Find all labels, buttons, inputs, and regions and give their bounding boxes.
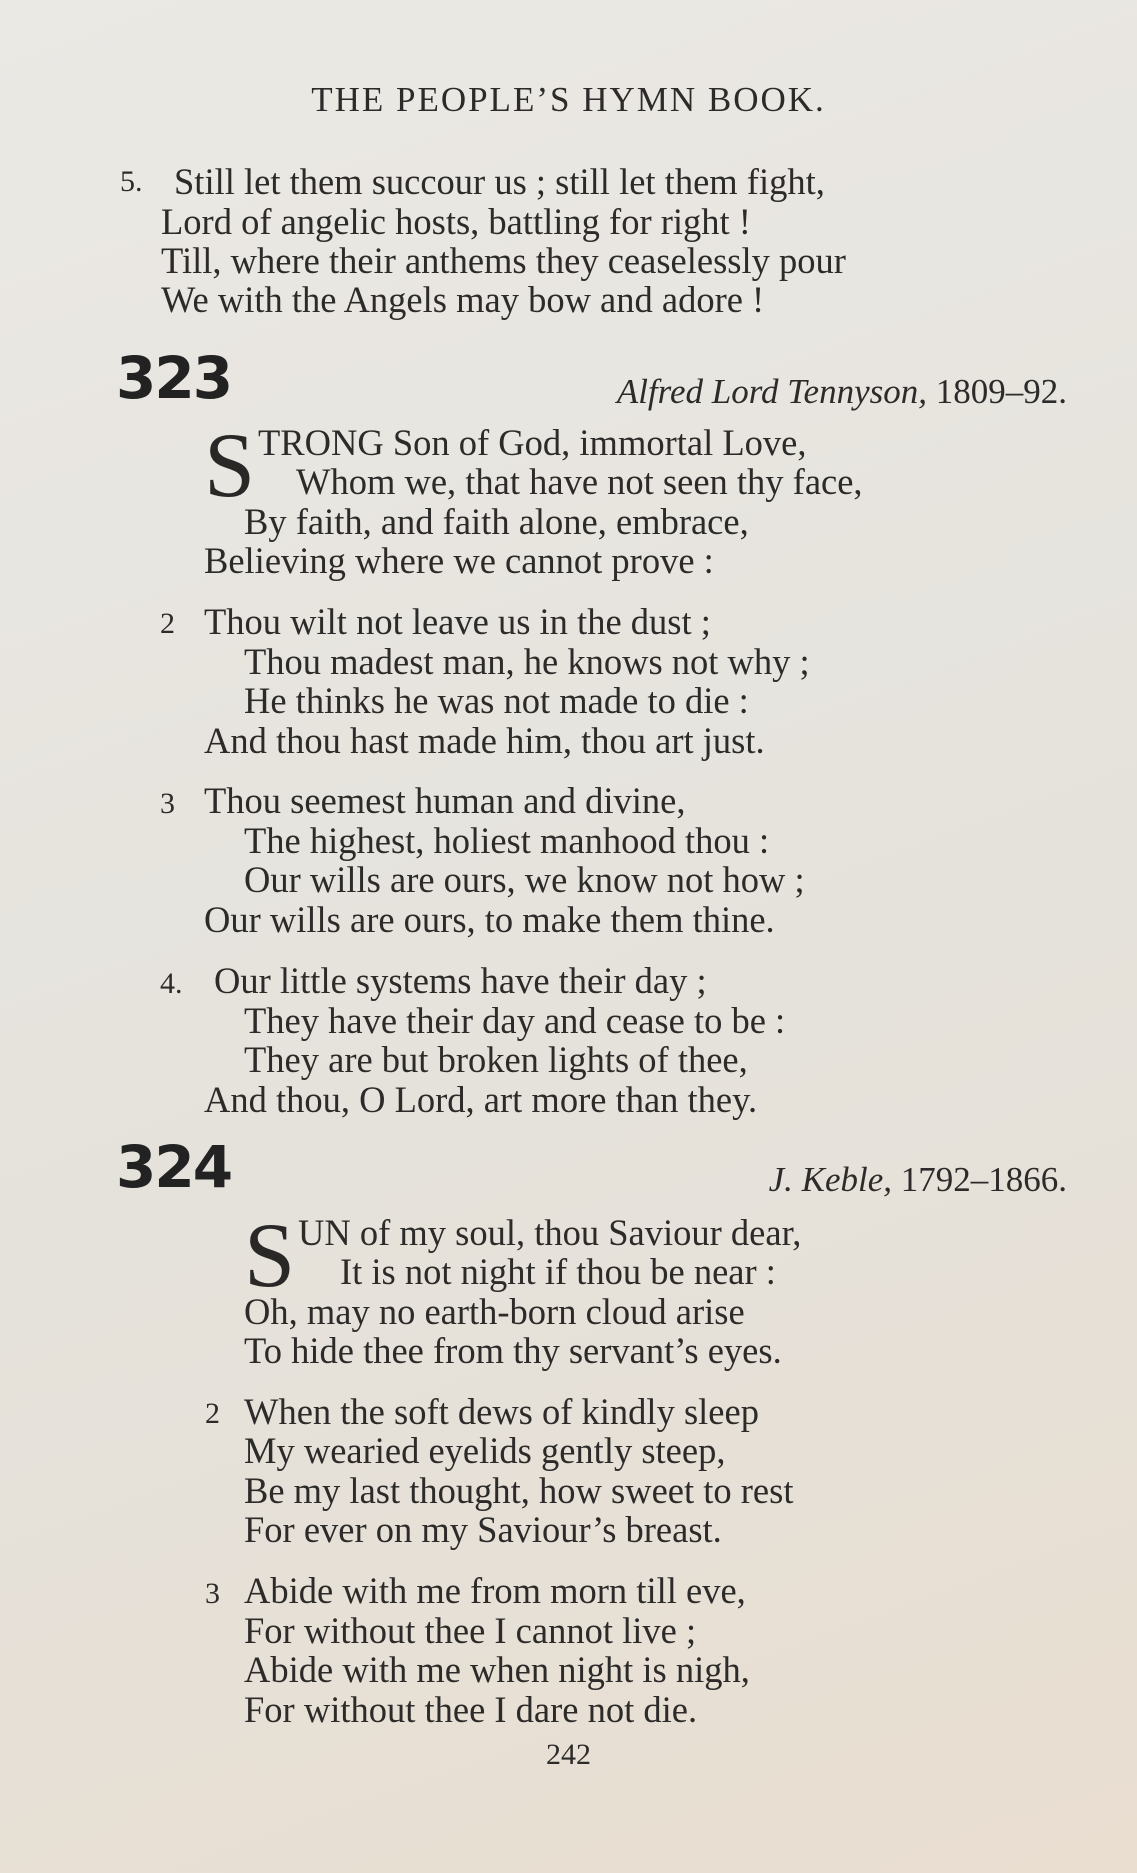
verse-line: We with the Angels may bow and adore !	[161, 279, 765, 320]
verse-line: They are but broken lights of thee,	[244, 1039, 748, 1080]
verse-line: Our little systems have their day ;	[214, 960, 707, 1001]
verse-line: It is not night if thou be near :	[340, 1251, 776, 1292]
verse-line: My wearied eyelids gently steep,	[244, 1430, 726, 1471]
verse-line: Be my last thought, how sweet to rest	[244, 1470, 794, 1511]
verse-line: Whom we, that have not seen thy face,	[296, 461, 863, 502]
verse-line: For without thee I cannot live ;	[244, 1610, 697, 1651]
verse-line: Our wills are ours, to make them thine.	[204, 899, 775, 940]
verse-line: Abide with me from morn till eve,	[244, 1570, 746, 1611]
running-title: THE PEOPLE’S HYMN BOOK.	[311, 80, 826, 119]
verse-line: For ever on my Saviour’s breast.	[244, 1509, 722, 1550]
hymn-number: 323	[116, 344, 232, 412]
author-dates: 1792–1866.	[900, 1160, 1067, 1199]
verse-line: And thou, O Lord, art more than they.	[204, 1079, 758, 1120]
verse-line: Thou wilt not leave us in the dust ;	[204, 601, 711, 642]
verse-line	[258, 423, 806, 463]
verse-line: For without thee I dare not die.	[244, 1689, 698, 1730]
verse-line: The highest, holiest manhood thou :	[244, 820, 770, 861]
verse-line: Abide with me when night is nigh,	[244, 1649, 750, 1690]
verse-line: Till, where their anthems they ceaselessly pour	[161, 240, 846, 281]
verse-line: Still let them succour us ; still let them fight,	[174, 161, 825, 202]
hymn-author	[769, 1160, 1067, 1200]
verse-number: 5.	[120, 165, 143, 198]
author-name: Alfred Lord Tennyson,	[616, 372, 927, 411]
hymn-number: 324	[116, 1133, 232, 1201]
verse-number: 2	[205, 1397, 220, 1430]
verse-number: 3	[160, 787, 175, 820]
verse-line: Lord of angelic hosts, battling for right !	[161, 201, 751, 242]
verse-line: And thou hast made him, thou art just.	[204, 720, 765, 761]
verse-number: 3	[205, 1577, 220, 1610]
verse-line: They have their day and cease to be :	[244, 1000, 786, 1041]
verse-line: Oh, may no earth-born cloud arise	[244, 1291, 745, 1332]
verse-line	[298, 1213, 801, 1253]
drop-cap: S	[204, 414, 256, 516]
verse-number: 4.	[160, 967, 183, 1000]
author-name: J. Keble,	[768, 1160, 892, 1199]
page-number: 242	[546, 1738, 591, 1771]
verse-line: To hide thee from thy servant’s eyes.	[244, 1330, 782, 1371]
verse-line: Our wills are ours, we know not how ;	[244, 859, 805, 900]
first-line-rest: UN of my soul, thou Saviour dear,	[298, 1212, 802, 1253]
verse-line: Thou madest man, he knows not why ;	[244, 641, 810, 682]
hymn-author	[617, 372, 1067, 412]
verse-line: By faith, and faith alone, embrace,	[244, 501, 749, 542]
verse-line: He thinks he was not made to die :	[244, 680, 749, 721]
author-dates: 1809–92.	[935, 372, 1067, 411]
verse-line: Believing where we cannot prove :	[204, 540, 714, 581]
first-line-rest: TRONG Son of God, immortal Love,	[258, 422, 807, 463]
verse-number: 2	[160, 607, 175, 640]
drop-cap: S	[244, 1204, 296, 1306]
verse-line: When the soft dews of kindly sleep	[244, 1391, 759, 1432]
verse-line: Thou seemest human and divine,	[204, 780, 686, 821]
